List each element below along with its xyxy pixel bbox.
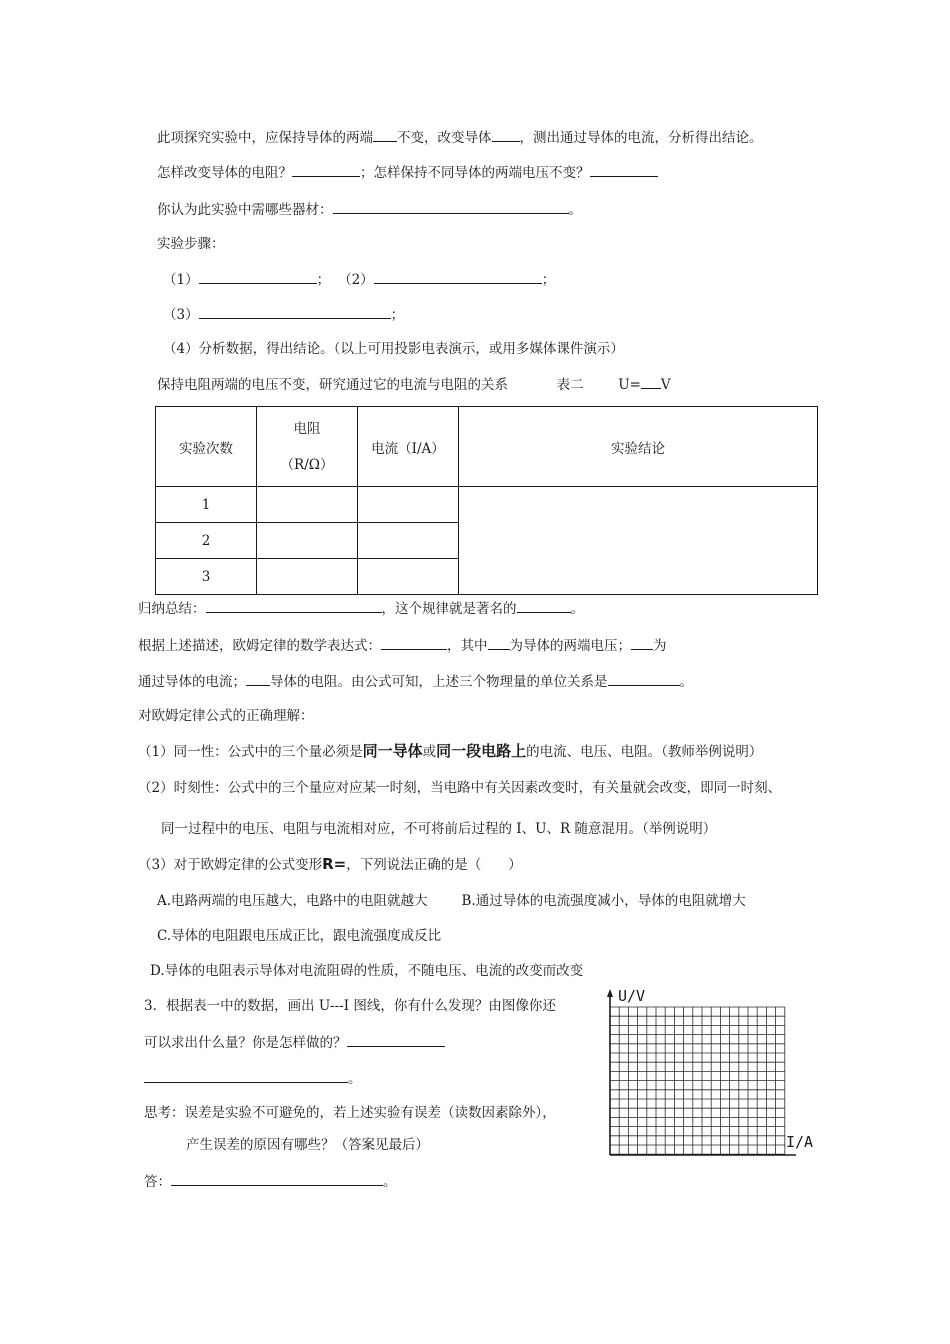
cell-current[interactable] [358, 523, 459, 559]
units-line [138, 671, 693, 692]
units-b: 导体的电阻。由公式可知，上述三个物理量的单位关系是 [270, 674, 608, 690]
cell-current[interactable] [358, 559, 459, 595]
header-resistance [257, 407, 358, 487]
blank-step3[interactable] [199, 304, 391, 319]
point1-or: 或 [422, 744, 437, 760]
option-a[interactable]: A.电路两端的电压越大，电路中的电阻就越大 [157, 893, 428, 909]
step3-line [163, 304, 404, 325]
table2-caption-line [157, 374, 671, 395]
q3-line2-text: 可以求出什么量？你是怎样做的？ [144, 1035, 347, 1051]
change-question-b: ；怎样保持不同导体的两端电压不变？ [360, 165, 590, 181]
option-b[interactable]: B.通过导体的电流强度减小，导体的电阻就增大 [461, 893, 746, 909]
cell-resistance[interactable] [257, 487, 358, 523]
steps-1-2-line [163, 269, 555, 290]
blank-equipment[interactable] [333, 199, 569, 214]
units-c: 。 [679, 674, 693, 690]
option-c[interactable]: C.导体的电阻跟电压成正比，跟电流强度成反比 [157, 928, 442, 944]
step-sep: ； [316, 272, 331, 288]
step4-text: （4）分析数据，得出结论。（以上可用投影电表演示，或用多媒体课件演示） [163, 341, 624, 357]
ui-graph-grid[interactable] [600, 985, 822, 1163]
q3-line3 [144, 1068, 362, 1089]
blank-step1[interactable] [199, 269, 317, 284]
step-sep: ； [541, 272, 556, 288]
change-question-line [157, 162, 658, 183]
point1-a: （1）同一性：公式中的三个量必须是 [138, 744, 363, 760]
induce-a: 归纳总结： [138, 601, 206, 617]
blank-resistance[interactable] [492, 127, 520, 142]
cell-resistance[interactable] [257, 559, 358, 595]
equipment-line [157, 199, 582, 220]
equipment-question: 你认为此实验中需哪些器材： [157, 202, 333, 218]
blank-q3-method[interactable] [347, 1032, 445, 1047]
blank-answer[interactable] [171, 1171, 383, 1186]
option-d[interactable]: D.导体的电阻表示导体对电流阻碍的性质，不随电压、电流的改变而改变 [150, 963, 584, 979]
y-axis-arrow-icon [607, 989, 613, 997]
step-sep: ； [390, 307, 405, 323]
point2-line-a: （2）时刻性：公式中的三个量应对应某一时刻，当电路中有关因素改变时，有关量就会改变，即同一时刻、 [138, 780, 782, 796]
header-current: 电流（I/A） [358, 407, 459, 487]
y-axis-label: U/V [618, 987, 646, 1005]
blank-step2[interactable] [374, 269, 542, 284]
step1-label: （1） [163, 272, 199, 288]
point3-b: ，下列说法正确的是（ ） [346, 857, 522, 873]
induce-b: ，这个规律就是著名的 [381, 601, 517, 617]
blank-symbol-i[interactable] [631, 635, 653, 650]
blank-symbol-u[interactable] [488, 635, 510, 650]
answer-label: 答： [144, 1174, 171, 1190]
point3-a: （3）对于欧姆定律的公式变形 [138, 857, 323, 873]
u-unit: V [660, 377, 671, 393]
point3-line [138, 854, 522, 875]
induce-c: 。 [570, 601, 584, 617]
formula-d: 为 [653, 638, 667, 654]
u-label: U= [618, 377, 641, 393]
x-axis-label: I/A [786, 1133, 814, 1151]
intro-text-a: 此项探究实验中，应保持导体的两端 [157, 130, 373, 146]
step2-label: （2） [338, 272, 374, 288]
header-resistance-unit: （R/Ω） [280, 456, 334, 473]
blank-symbol-r[interactable] [246, 671, 270, 686]
units-a: 通过导体的电流； [138, 674, 246, 690]
answer-period: 。 [383, 1174, 397, 1190]
point1-b: 的电流、电压、电阻。（教师举例说明） [526, 744, 763, 760]
q3-line2 [144, 1032, 445, 1053]
blank-formula[interactable] [381, 635, 447, 650]
grid-lines [610, 1007, 785, 1154]
point2-line-b: 同一过程中的电压、电阻与电流相对应，不可将前后过程的 I、U、R 随意混用。（举例说明） [161, 821, 717, 837]
blank-law-name[interactable] [517, 598, 571, 613]
header-resistance-label: 电阻 [293, 420, 321, 437]
options-ab-line [157, 891, 746, 911]
point1-same-conductor: 同一导体 [362, 742, 423, 760]
formula-line [138, 635, 667, 656]
steps-heading: 实验步骤： [157, 236, 225, 252]
formula-r: R= [322, 855, 347, 873]
header-conclusion: 实验结论 [459, 407, 818, 487]
blank-q3-cont[interactable] [144, 1068, 348, 1083]
blank-units[interactable] [608, 671, 680, 686]
cell-resistance[interactable] [257, 523, 358, 559]
blank-u-value[interactable] [641, 374, 661, 389]
data-table [155, 406, 818, 595]
row-trial-number: 2 [156, 523, 257, 559]
induce-line [138, 598, 584, 619]
step3-label: （3） [163, 307, 199, 323]
q3-line1: 3．根据表一中的数据，画出 U---I 图线，你有什么发现？由图像你还 [144, 998, 556, 1014]
intro-text-b: 不变，改变导体 [397, 130, 492, 146]
blank-induce[interactable] [206, 598, 382, 613]
equipment-period: 。 [568, 202, 582, 218]
formula-c: 为导体的两端电压； [509, 638, 631, 654]
think-line2: 产生误差的原因有哪些？（答案见最后） [186, 1137, 429, 1153]
change-question-a: 怎样改变导体的电阻？ [157, 165, 292, 181]
formula-a: 根据上述描述，欧姆定律的数学表达式： [138, 638, 381, 654]
intro-text-c: ，测出通过导体的电流，分析得出结论。 [519, 130, 763, 146]
understanding-heading: 对欧姆定律公式的正确理解： [138, 708, 314, 724]
cell-current[interactable] [358, 487, 459, 523]
cell-conclusion[interactable] [459, 487, 818, 595]
table2-label: 表二 [556, 377, 584, 393]
table2-caption: 保持电阻两端的电压不变，研究通过它的电流与电阻的关系 [157, 377, 508, 393]
think-line1: 思考：误差是实验不可避免的，若上述实验有误差（读数因素除外）， [144, 1105, 556, 1121]
intro-line [157, 127, 763, 148]
point1-line [138, 741, 762, 762]
blank-voltage[interactable] [373, 127, 397, 142]
formula-b: ，其中 [447, 638, 488, 654]
blank-how-change[interactable] [292, 162, 360, 177]
row-trial-number: 1 [156, 487, 257, 523]
row-trial-number: 3 [156, 559, 257, 595]
header-trial: 实验次数 [156, 407, 257, 487]
q3-line3-period: 。 [348, 1071, 362, 1087]
blank-how-keep[interactable] [590, 162, 658, 177]
point1-same-circuit: 同一段电路上 [436, 742, 527, 760]
answer-line [144, 1171, 397, 1192]
